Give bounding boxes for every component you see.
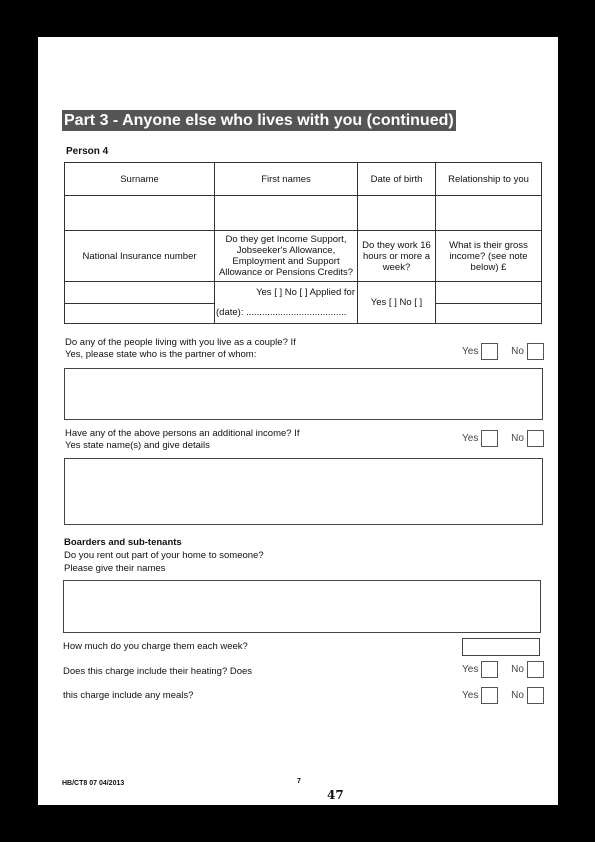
- ni-number-field-2[interactable]: [65, 304, 215, 324]
- heating-question: Does this charge include their heating? Does: [63, 666, 253, 677]
- couple-details-field[interactable]: [64, 368, 543, 420]
- income-field-2[interactable]: [436, 304, 542, 324]
- heating-yes-checkbox[interactable]: [481, 661, 498, 678]
- header-relationship: Relationship to you: [436, 163, 542, 196]
- ni-number-label: National Insurance number: [65, 231, 215, 282]
- heating-yes-label: Yes: [462, 664, 479, 676]
- person-label: Person 4: [66, 146, 109, 157]
- couple-question: [65, 337, 296, 361]
- heating-no-checkbox[interactable]: [527, 661, 544, 678]
- couple-no-label: No: [511, 346, 524, 358]
- person-details-table: [64, 162, 542, 324]
- heating-yes-no: [462, 661, 544, 678]
- header-surname: Surname: [65, 163, 215, 196]
- couple-yes-checkbox[interactable]: [481, 343, 498, 360]
- meals-no-checkbox[interactable]: [527, 687, 544, 704]
- income-question-line2: Yes state name(s) and give details: [65, 440, 210, 451]
- section-title: Part 3 - Anyone else who lives with you (continued): [64, 112, 454, 129]
- ni-number-field[interactable]: [65, 282, 215, 304]
- rent-out-question: Do you rent out part of your home to someone?: [64, 550, 264, 561]
- income-yes-no: [462, 430, 544, 447]
- names-question: Please give their names: [64, 563, 166, 574]
- meals-question: this charge include any meals?: [63, 690, 194, 701]
- first-names-field[interactable]: [215, 196, 358, 231]
- income-question-line1: Have any of the above persons an additional income? If: [65, 428, 300, 439]
- additional-income-field[interactable]: [64, 458, 543, 525]
- couple-yes-no: [462, 343, 544, 360]
- surname-field[interactable]: [65, 196, 215, 231]
- charge-question: How much do you charge them each week?: [63, 641, 248, 652]
- income-no-checkbox[interactable]: [527, 430, 544, 447]
- benefits-question: Do they get Income Support, Jobseeker's Allowance, Employment and Support Allowance or Pensions Credits?: [215, 231, 358, 282]
- footer-code: HB/CT8 07 04/2013: [62, 780, 125, 787]
- handwritten-page-number: 47: [327, 788, 344, 802]
- income-field[interactable]: [436, 282, 542, 304]
- income-question: What is their gross income? (see note below) £: [436, 231, 542, 282]
- couple-question-line2: Yes, please state who is the partner of whom:: [65, 349, 257, 360]
- page-number: 7: [297, 778, 301, 785]
- benefits-applied-date[interactable]: (date): ......................................: [216, 306, 347, 318]
- relationship-field[interactable]: [436, 196, 542, 231]
- boarders-heading: Boarders and sub-tenants: [64, 537, 182, 548]
- meals-no-label: No: [511, 690, 524, 702]
- couple-no-checkbox[interactable]: [527, 343, 544, 360]
- meals-yes-label: Yes: [462, 690, 479, 702]
- additional-income-question: [65, 428, 300, 452]
- boarder-names-field[interactable]: [63, 580, 541, 633]
- header-first-names: First names: [215, 163, 358, 196]
- couple-question-line1: Do any of the people living with you live as a couple? If: [65, 337, 296, 348]
- form-page: [38, 37, 558, 805]
- income-no-label: No: [511, 433, 524, 445]
- income-yes-checkbox[interactable]: [481, 430, 498, 447]
- meals-yes-no: [462, 687, 544, 704]
- benefits-yes-no-applied[interactable]: Yes [ ] No [ ] Applied for: [256, 286, 355, 298]
- benefits-answer[interactable]: [215, 282, 358, 324]
- heating-no-label: No: [511, 664, 524, 676]
- work-answer[interactable]: Yes [ ] No [ ]: [358, 282, 436, 324]
- meals-yes-checkbox[interactable]: [481, 687, 498, 704]
- couple-yes-label: Yes: [462, 346, 479, 358]
- header-date-of-birth: Date of birth: [358, 163, 436, 196]
- work-question: Do they work 16 hours or more a week?: [358, 231, 436, 282]
- date-of-birth-field[interactable]: [358, 196, 436, 231]
- weekly-charge-field[interactable]: [462, 638, 540, 656]
- income-yes-label: Yes: [462, 433, 479, 445]
